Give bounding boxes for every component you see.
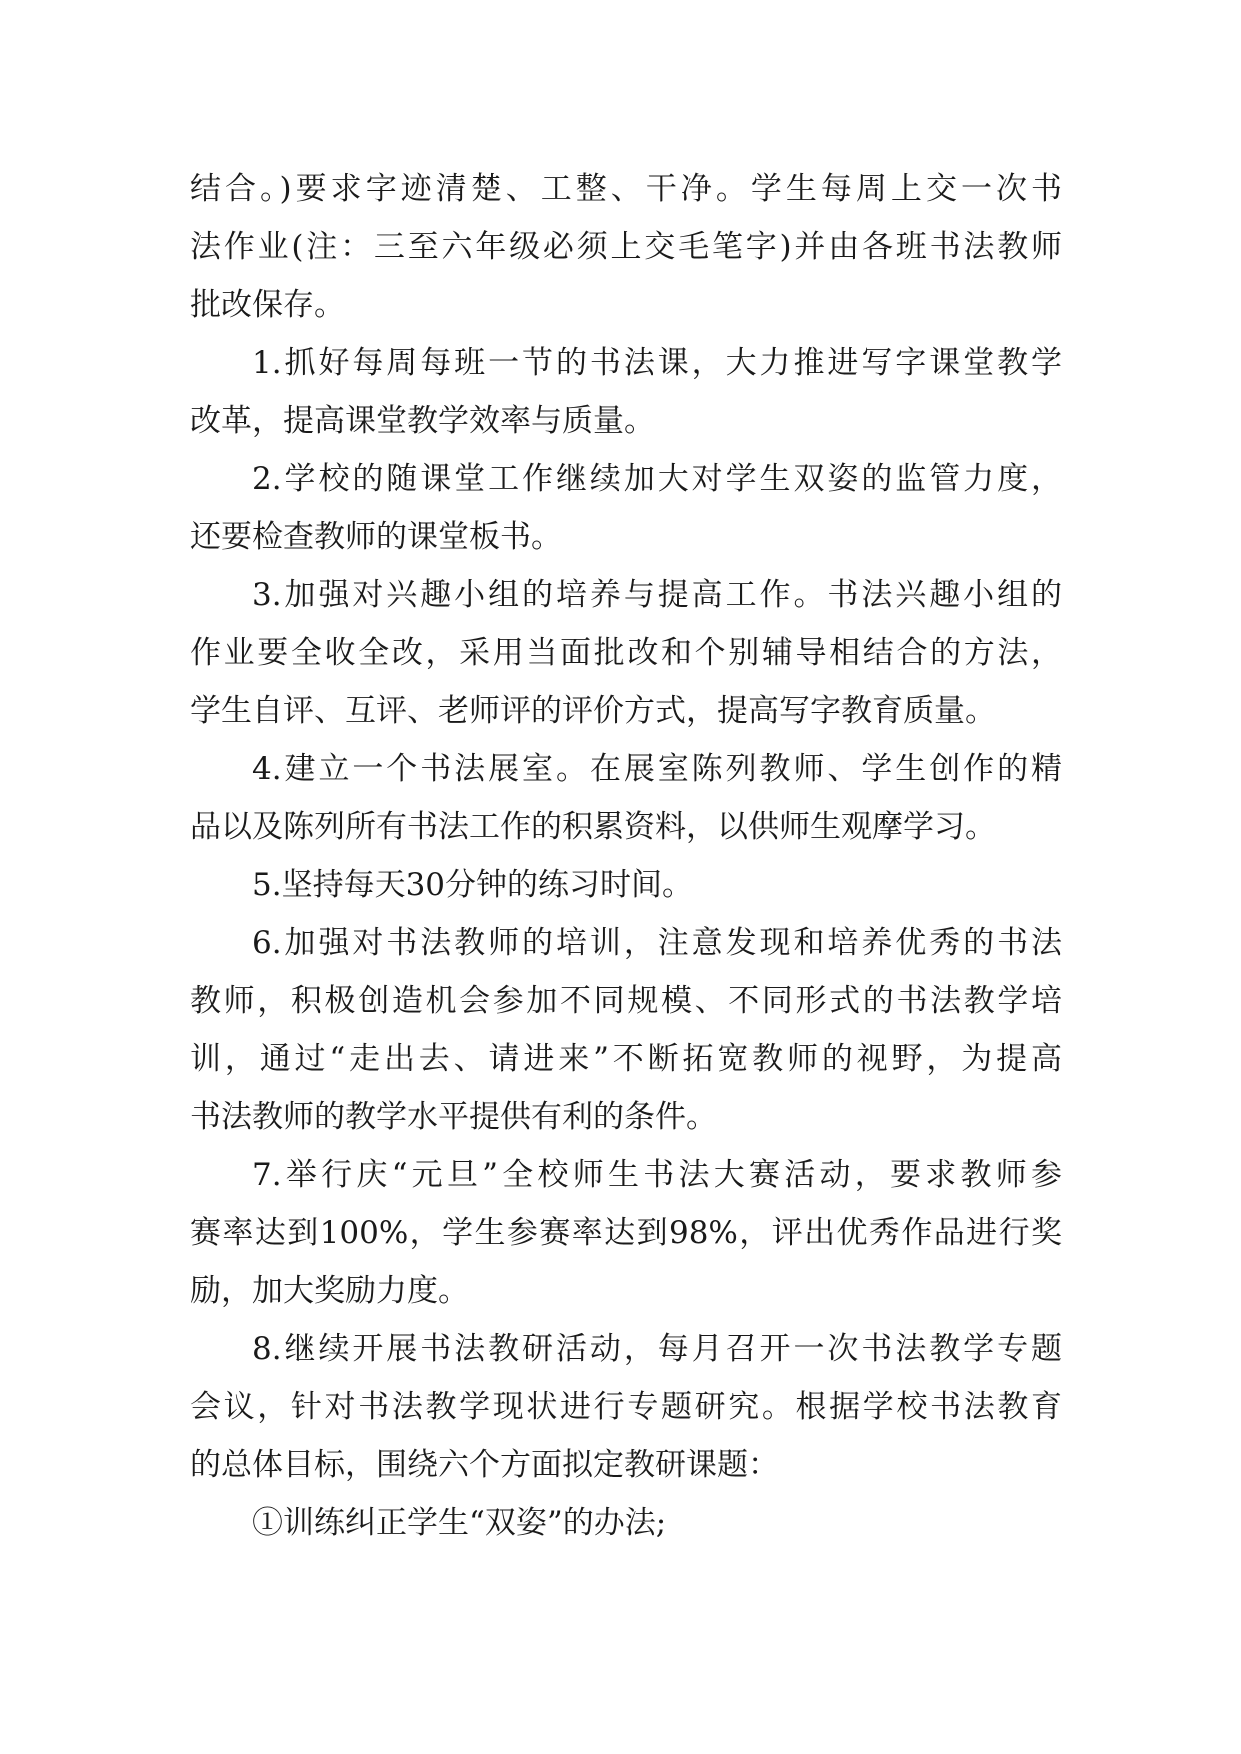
text-line: 6.加强对书法教师的培训，注意发现和培养优秀的书法 [252,925,1062,961]
text-line: 2.学校的随课堂工作继续加大对学生双姿的监管力度， [252,461,1062,497]
text-line: 8.继续开展书法教研活动，每月召开一次书法教学专题 [252,1331,1062,1367]
text-line: 会议，针对书法教学现状进行专题研究。根据学校书法教育 [190,1389,1062,1425]
text-line: 5.坚持每天30分钟的练习时间。 [252,867,694,903]
text-line: 的总体目标，围绕六个方面拟定教研课题： [190,1447,779,1483]
text-line: 教师，积极创造机会参加不同规模、不同形式的书法教学培 [190,983,1062,1019]
document-body [190,160,1062,1552]
text-line: 赛率达到100%，学生参赛率达到98%，评出优秀作品进行奖 [190,1215,1062,1251]
text-line: 励，加大奖励力度。 [190,1273,469,1309]
text-line: 品以及陈列所有书法工作的积累资料，以供师生观摩学习。 [190,809,996,845]
text-line: 还要检查教师的课堂板书。 [190,519,562,555]
text-line: 法作业(注：三至六年级必须上交毛笔字)并由各班书法教师 [190,229,1062,265]
text-line: 改革，提高课堂教学效率与质量。 [190,403,655,439]
text-line: ①训练纠正学生“双姿”的办法; [252,1505,667,1541]
text-line: 训，通过“走出去、请进来”不断拓宽教师的视野，为提高 [190,1041,1062,1077]
text-line: 7.举行庆“元旦”全校师生书法大赛活动，要求教师参 [252,1157,1062,1193]
text-line: 3.加强对兴趣小组的培养与提高工作。书法兴趣小组的 [252,577,1062,613]
text-line: 4.建立一个书法展室。在展室陈列教师、学生创作的精 [252,751,1062,787]
text-line: 结合。)要求字迹清楚、工整、干净。学生每周上交一次书 [190,171,1062,207]
text-line: 学生自评、互评、老师评的评价方式，提高写字教育质量。 [190,693,996,729]
text-line: 作业要全收全改，采用当面批改和个别辅导相结合的方法， [190,635,1062,671]
text-line: 1.抓好每周每班一节的书法课，大力推进写字课堂教学 [252,345,1062,381]
text-line: 批改保存。 [190,287,345,323]
text-line: 书法教师的教学水平提供有利的条件。 [190,1099,717,1135]
